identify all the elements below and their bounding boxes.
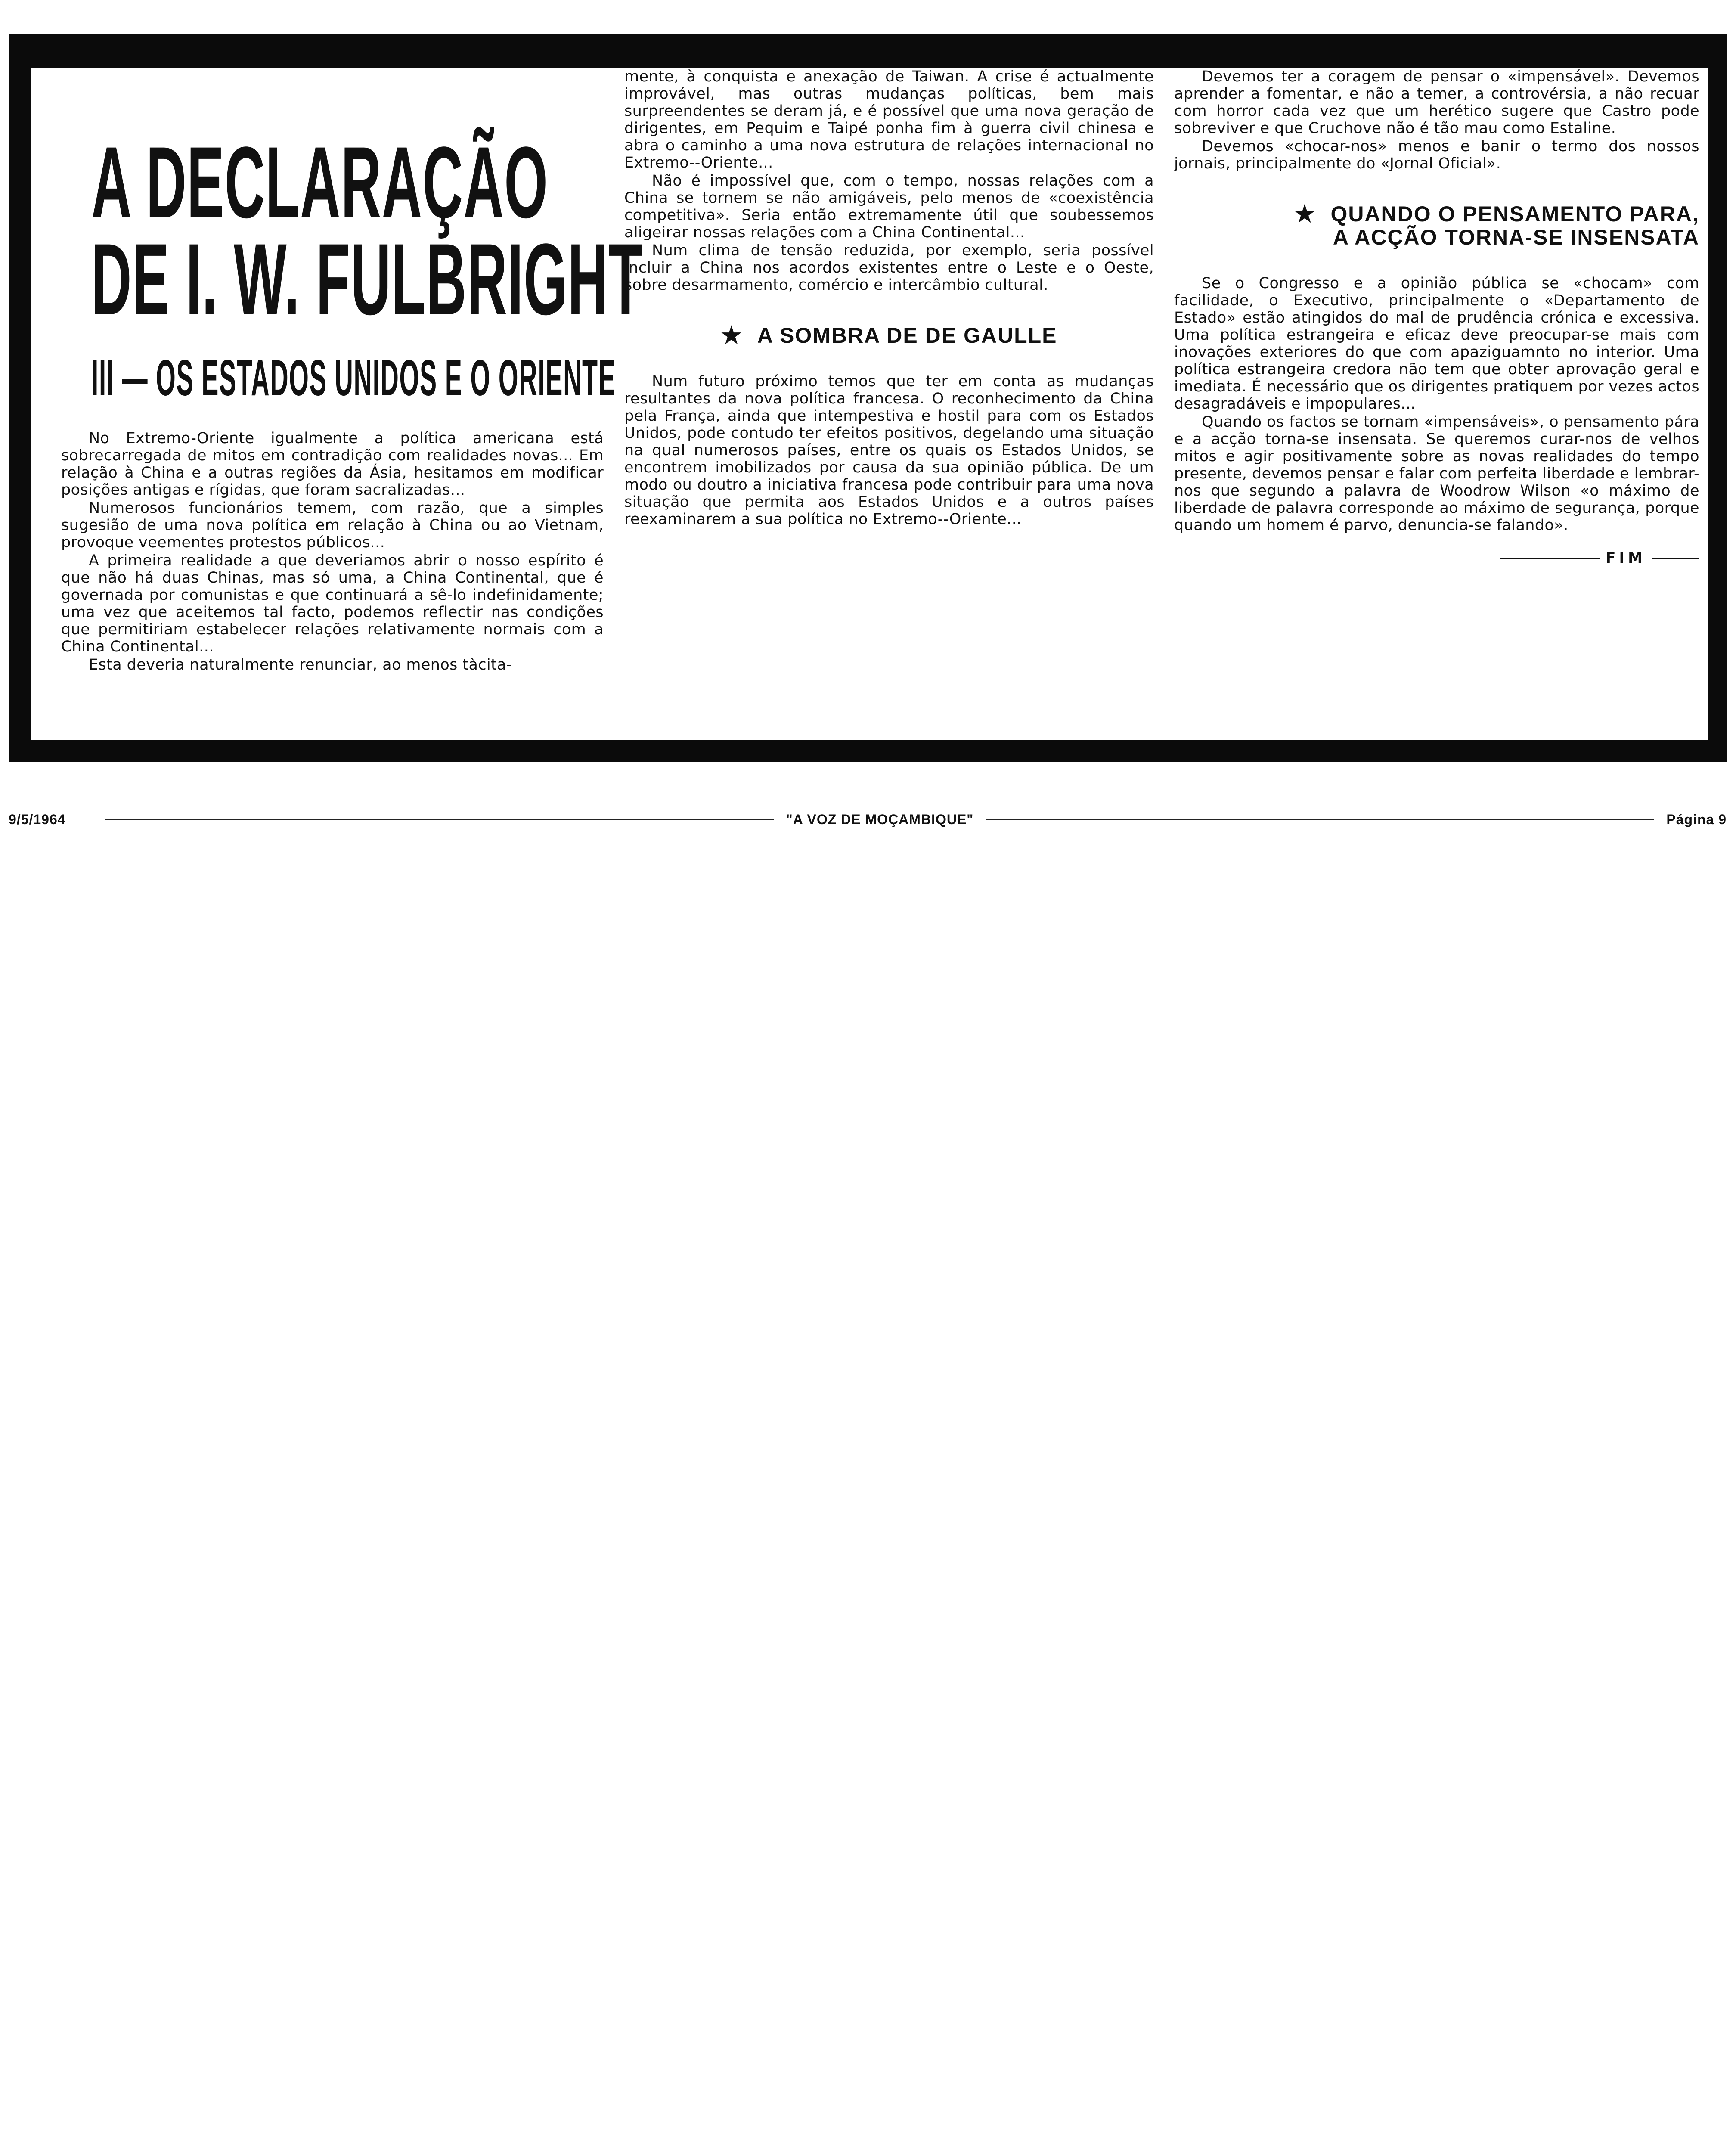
- section-title: [1330, 202, 1699, 249]
- paragraph: Esta deveria naturalmente renunciar, ao menos tàcita-: [89, 656, 512, 673]
- paragraph: Quando os factos se tornam «impensáveis», o pensamento pára e a acção torna-se insensata. Se queremos curar-nos de velhos mitos e agir positivamente sobre as novas realidades do tempo presente, devemos pensar e falar com perfeita liberdade e lembrar-nos que segundo a palavra de Woodrow Wilson «o máximo de liberdade de palavra corresponde ao máximo de segurança, porque quando um homem é parvo, denuncia-se falando».: [1174, 413, 1699, 534]
- footer-publication: "A VOZ DE MOÇAMBIQUE": [786, 811, 974, 827]
- paragraph: Não é impossível que, com o tempo, nossas relações com a China se tornem se não amigáveis, pelo menos de «coexistência competitiva». Seria então extremamente útil que soubessemos aligeirar nossas relações com a China Continental...: [624, 172, 1154, 241]
- column-2: [624, 68, 1154, 529]
- star-icon: ★: [721, 323, 743, 348]
- paragraph: Numerosos funcionários temem, com razão, que a simples sugesião de uma nova política em relação à China ou ao Vietnam, provoque veementes protestos públicos...: [61, 499, 604, 551]
- section-heading-de-gaulle: [624, 324, 1154, 347]
- end-mark: [1174, 549, 1699, 567]
- section-title-line-1: QUANDO O PENSAMENTO PARA,: [1330, 202, 1699, 226]
- headline-line-2: DE I. W. FULBRIGHT: [91, 223, 643, 336]
- paragraph: mente, à conquista e anexação de Taiwan. A crise é actualmente improvável, mas outras mudanças políticas, bem mais surpreendentes se deram já, e é possível que uma nova geração de dirigentes, em Pequim e Taipé ponha fim à guerra civil chinesa e abra o caminho a uma nova estrutura de relações internacional no Extremo--Oriente...: [624, 68, 1154, 171]
- paragraph: Se o Congresso e a opinião pública se «chocam» com facilidade, o Executivo, principalmente o «Departamento de Estado» estão atingidos do mal de prudência crónica e excessiva. Uma política estrangeira e eficaz deve preocupar-se mais com inovações exteriores do que com apaziguamnto no interior. Uma política estrangeira credora não tem que obter aprovação geral e imediata. É necessário que os dirigentes pratiquem por vezes actos desagradáveis e impopulares...: [1174, 275, 1699, 413]
- paragraph: Num futuro próximo temos que ter em conta as mudanças resultantes da nova política francesa. O reconhecimento da China pela França, ainda que intempestiva e hostil para com os Estados Unidos, pode contudo ter efeitos positivos, degelando uma situação na qual numerosos países, entre os quais os Estados Unidos, se encontrem imobilizados por causa da sua opinião pública. De um modo ou doutro a iniciativa francesa pode contribuir para uma nova situação que permita aos Estados Unidos e a outros países reexaminarem a sua política no Extremo--Oriente...: [624, 373, 1154, 528]
- footer-page-number: Página 9: [1666, 811, 1727, 827]
- column-3: [1174, 68, 1699, 567]
- end-mark-text: FIM: [1606, 549, 1646, 567]
- section-heading-pensamento: [1174, 202, 1699, 249]
- paragraph: Devemos ter a coragem de pensar o «impensável». Devemos aprender a fomentar, e não a temer, a controvérsia, a não recuar com horror cada vez que um herético sugere que Castro pode sobreviver e que Cruchove não é tão mau como Estaline.: [1174, 68, 1699, 137]
- column-1-text: [61, 430, 604, 674]
- section-title: A SOMBRA DE DE GAULLE: [757, 323, 1057, 347]
- star-icon: ★: [1294, 201, 1316, 227]
- end-rule-left: [1500, 558, 1600, 559]
- paragraph: Devemos «chocar-nos» menos e banir o termo dos nossos jornais, principalmente do «Jornal Oficial».: [1174, 138, 1699, 172]
- footer-rule-left: [105, 819, 774, 820]
- subheadline: III — OS ESTADOS UNIDOS E O ORIENTE: [91, 350, 616, 406]
- page-footer: [9, 809, 1727, 830]
- article-frame: [9, 34, 1727, 762]
- headline-line-1: A DECLARAÇÃO: [91, 126, 549, 239]
- end-rule-right: [1652, 558, 1699, 559]
- footer-date: 9/5/1964: [9, 811, 66, 827]
- section-title-line-2: A ACÇÃO TORNA-SE INSENSATA: [1333, 225, 1699, 249]
- paragraph: A primeira realidade a que deveriamos abrir o nosso espírito é que não há duas Chinas, mas só uma, a China Continental, que é governada por comunistas e que continuará a sê-lo indefinidamente; uma vez que aceitemos tal facto, podemos reflectir nas condições que permitiriam estabelecer relações relativamente normais com a China Continental...: [61, 552, 604, 655]
- paragraph: No Extremo-Oriente igualmente a política americana está sobrecarregada de mitos em contradição com realidades novas... Em relação à China e a outras regiões da Ásia, hesitamos em modificar posições antigas e rígidas, que foram sacralizadas...: [61, 430, 604, 499]
- paragraph: Num clima de tensão reduzida, por exemplo, seria possível incluir a China nos acordos existentes entre o Leste e o Oeste, sobre desarmamento, comércio e intercâmbio cultural.: [624, 242, 1154, 294]
- footer-rule-right: [986, 819, 1654, 820]
- article-body: [31, 68, 1708, 740]
